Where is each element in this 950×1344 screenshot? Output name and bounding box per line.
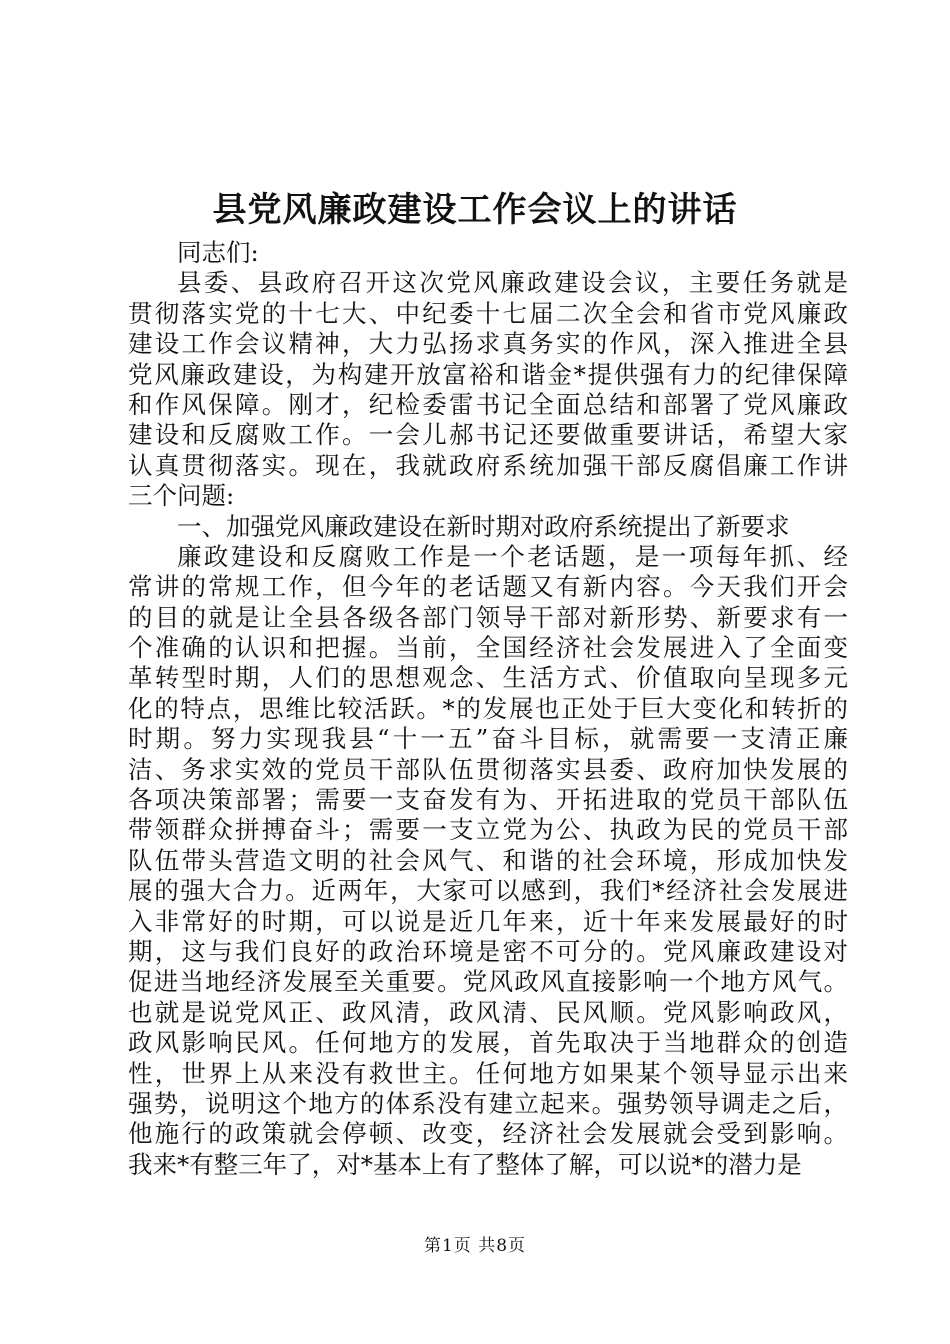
paragraph-line: 性，世界上从来没有救世主。任何地方如果某个领导显示出来 — [128, 1058, 848, 1088]
paragraph-line: 建设工作会议精神，大力弘扬求真务实的作风，深入推进全县 — [128, 329, 848, 359]
paragraph — [128, 542, 848, 1180]
paragraph-line: 革转型时期，人们的思想观念、生活方式、价值取向呈现多元 — [128, 663, 848, 693]
paragraph-line: 一、加强党风廉政建设在新时期对政府系统提出了新要求 — [177, 511, 790, 541]
paragraph-line: 廉政建设和反腐败工作是一个老话题，是一项每年抓、经 — [177, 541, 848, 571]
paragraph-line: 强势，说明这个地方的体系没有建立起来。强势领导调走之后， — [128, 1088, 848, 1118]
paragraph-line: 常讲的常规工作，但今年的老话题又有新内容。今天我们开会 — [128, 572, 848, 602]
salutation: 同志们: — [177, 238, 259, 267]
paragraph-line: 各项决策部署；需要一支奋发有为、开拓进取的党员干部队伍 — [128, 785, 848, 815]
paragraph-line: 贯彻落实党的十七大、中纪委十七届二次全会和省市党风廉政 — [128, 298, 848, 328]
paragraph-line: 县委、县政府召开这次党风廉政建设会议，主要任务就是 — [177, 268, 848, 298]
paragraph-line: 化的特点，思维比较活跃。*的发展也正处于巨大变化和转折的 — [128, 693, 848, 723]
paragraph-line: 洁、务求实效的党员干部队伍贯彻落实县委、政府加快发展的 — [128, 754, 848, 784]
paragraph-line: 政风影响民风。任何地方的发展，首先取决于当地群众的创造 — [128, 1028, 848, 1058]
paragraph-line: 认真贯彻落实。现在，我就政府系统加强干部反腐倡廉工作讲 — [128, 450, 848, 480]
paragraph — [128, 512, 848, 542]
paragraph-line: 我来*有整三年了，对*基本上有了整体了解，可以说*的潜力是 — [128, 1149, 802, 1179]
paragraph-line: 展的强大合力。近两年，大家可以感到，我们*经济社会发展进 — [128, 876, 848, 906]
paragraph-line: 党风廉政建设，为构建开放富裕和谐金*提供强有力的纪律保障 — [128, 359, 848, 389]
paragraph-line: 的目的就是让全县各级各部门领导干部对新形势、新要求有一 — [128, 602, 848, 632]
paragraph-line: 期，这与我们良好的政治环境是密不可分的。党风廉政建设对 — [128, 936, 848, 966]
paragraph-line: 促进当地经济发展至关重要。党风政风直接影响一个地方风气。 — [128, 967, 848, 997]
page-footer: 第1页 共8页 — [423, 1236, 527, 1256]
paragraph-line: 个准确的认识和把握。当前，全国经济社会发展进入了全面变 — [128, 633, 848, 663]
document-title: 县党风廉政建设工作会议上的讲话 — [212, 190, 738, 230]
paragraph-line: 建设和反腐败工作。一会儿郝书记还要做重要讲话，希望大家 — [128, 420, 848, 450]
paragraph-line: 时期。努力实现我县“十一五”奋斗目标，就需要一支清正廉 — [128, 724, 848, 754]
paragraph-line: 他施行的政策就会停顿、改变，经济社会发展就会受到影响。 — [128, 1119, 848, 1149]
document-body — [128, 238, 848, 1180]
paragraph-line: 三个问题: — [128, 481, 235, 511]
paragraph — [128, 268, 848, 511]
paragraph-line: 入非常好的时期，可以说是近几年来，近十年来发展最好的时 — [128, 906, 848, 936]
paragraph-line: 也就是说党风正、政风清，政风清、民风顺。党风影响政风， — [128, 997, 848, 1027]
paragraph-list — [128, 268, 848, 1180]
paragraph-line: 队伍带头营造文明的社会风气、和谐的社会环境，形成加快发 — [128, 845, 848, 875]
paragraph-line: 和作风保障。刚才，纪检委雷书记全面总结和部署了党风廉政 — [128, 389, 848, 419]
paragraph-line: 带领群众拼搏奋斗；需要一支立党为公、执政为民的党员干部 — [128, 815, 848, 845]
